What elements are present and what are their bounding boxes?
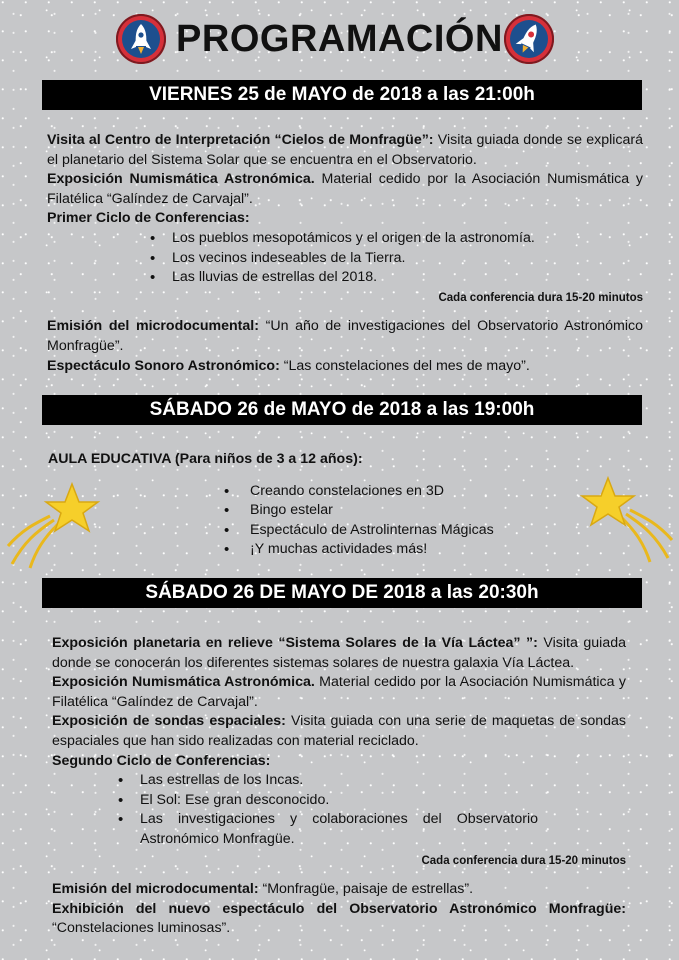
numismatic-paragraph — [52, 673, 626, 712]
duration-note: Cada conferencia dura 15-20 minutos — [421, 854, 626, 867]
probes-text: Visita guiada con una serie de maquetas de sondas espaciales que han sido realizadas con material reciclado. — [52, 713, 626, 749]
list-item: • Las investigaciones y colaboraciones del Observatorio Astronómico Monfragüe. — [118, 810, 538, 849]
cycle-title-text: Primer Ciclo de Conferencias: — [47, 210, 250, 227]
aula-title-text: AULA EDUCATIVA (Para niños de 3 a 12 años): — [48, 451, 363, 467]
saturday1-section — [48, 450, 644, 560]
micro-paragraph — [47, 317, 643, 356]
list-item: • Los vecinos indeseables de la Tierra. — [150, 249, 643, 269]
page-title: PROGRAMACIÓN — [176, 18, 503, 60]
micro-title: Emisión del microdocumental: — [52, 881, 259, 898]
numismatic-title: Exposición Numismática Astronómica. — [52, 674, 315, 691]
micro-title: Emisión del microdocumental: — [47, 318, 259, 335]
duration-note: Cada conferencia dura 15-20 minutos — [438, 291, 643, 304]
micro-text: “Monfragüe, paisaje de estrellas”. — [258, 881, 474, 898]
list-item: • Bingo estelar — [224, 501, 644, 521]
saturday2-section — [52, 634, 626, 939]
numismatic-text: Material cedido por la Asociación Numismática y Filatélica “Galíndez de Carvajal”. — [47, 171, 643, 207]
expo-title: Exposición planetaria en relieve “Sistema Solares de la Vía Láctea” ”: — [52, 635, 538, 651]
numismatic-title: Exposición Numismática Astronómica. — [47, 171, 315, 188]
numismatic-text: Material cedido por la Asociación Numismática y Filatélica “Galíndez de Carvajal”. — [52, 674, 626, 710]
list-item: • El Sol: Ese gran desconocido. — [118, 791, 538, 811]
list-item: • Espectáculo de Astrolinternas Mágicas — [224, 521, 644, 541]
visit-title: Visita al Centro de Interpretación “Cielos de Monfragüe”: — [47, 132, 434, 148]
saturday2-header: SÁBADO 26 DE MAYO DE 2018 a las 20:30h — [42, 578, 642, 608]
list-item: • Los pueblos mesopotámicos y el origen de la astronomía. — [150, 229, 643, 249]
micro-paragraph — [52, 880, 626, 900]
sound-title: Espectáculo Sonoro Astronómico: — [47, 357, 280, 374]
list-item: • Las estrellas de los Incas. — [118, 771, 538, 791]
saturday1-header: SÁBADO 26 de MAYO de 2018 a las 19:00h — [42, 395, 642, 425]
show-paragraph — [52, 900, 626, 939]
sound-text: “Las constelaciones del mes de mayo”. — [279, 357, 530, 374]
aula-title — [48, 450, 644, 470]
expo-text: Visita guiada donde se conocerán los diferentes sistemas solares de nuestra galaxia Vía Láctea. — [52, 635, 626, 671]
list-item: • Creando constelaciones en 3D — [224, 482, 644, 502]
micro-text: “Un año de investigaciones del Observatorio Astronómico Monfragüe”. — [47, 318, 643, 354]
visit-paragraph — [47, 131, 643, 170]
probes-paragraph — [52, 712, 626, 751]
title-row — [0, 10, 679, 72]
list-item: • Las lluvias de estrellas del 2018. — [150, 268, 643, 288]
cycle-title-text: Segundo Ciclo de Conferencias: — [52, 752, 271, 769]
shooting-star-icon — [6, 480, 106, 570]
friday-header: VIERNES 25 de MAYO de 2018 a las 21:00h — [42, 80, 642, 110]
friday-section — [47, 131, 643, 376]
expo-paragraph — [52, 634, 626, 673]
show-title: Exhibición del nuevo espectáculo del Observatorio Astronómico Monfragüe: — [52, 900, 626, 917]
talk-list — [150, 229, 643, 288]
numismatic-paragraph — [47, 170, 643, 209]
show-text: “Constelaciones luminosas”. — [52, 920, 231, 937]
probes-title: Exposición de sondas espaciales: — [52, 713, 286, 730]
cycle-title — [52, 752, 626, 772]
cycle-title — [47, 209, 643, 229]
sound-paragraph — [47, 357, 643, 377]
rocket-badge-icon — [504, 14, 554, 64]
list-item: • ¡Y muchas actividades más! — [224, 540, 644, 560]
visit-text: Visita guiada donde se explicará el planetario del Sistema Solar que se encuentra en el Observatorio. — [47, 132, 644, 168]
talk-list — [118, 771, 538, 849]
shooting-star-icon — [574, 474, 674, 564]
